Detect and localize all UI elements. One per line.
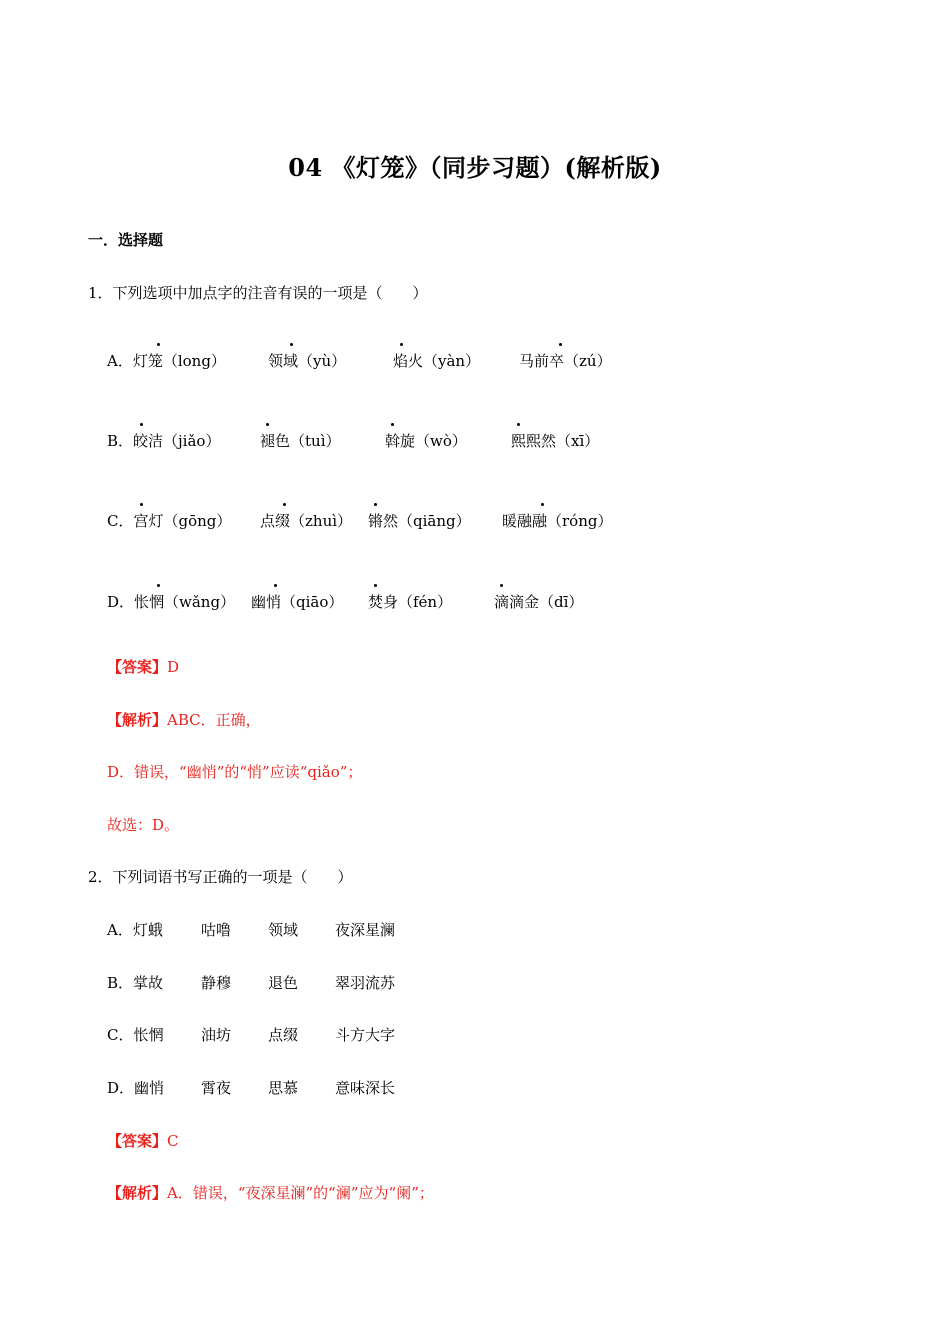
q1-option-c-item-3: 锵然（qiāng） [368, 512, 471, 530]
emphasis-dot [274, 584, 277, 587]
q2-option-a-item-4: 夜深星澜 [335, 921, 396, 939]
q2-option-b-item-4: 翠羽流苏 [335, 974, 396, 992]
q2-option-c-item-1: C．怅惘 [107, 1026, 164, 1044]
emphasis-dot [400, 343, 403, 346]
q2-option-b-item-1: B．掌故 [107, 974, 164, 992]
q1-option-d-item-2: 幽悄（qiāo） [251, 593, 344, 611]
analysis-text: A．错误，“夜深星澜”的“澜”应为“阑”； [167, 1184, 434, 1202]
question-1-stem: 1．下列选项中加点字的注音有误的一项是（ ） [88, 284, 428, 302]
q1-analysis-line-2: D．错误，“幽悄”的“悄”应读“qiǎo”； [107, 763, 363, 781]
emphasis-dot [157, 584, 160, 587]
emphasis-dot [541, 503, 544, 506]
q2-analysis-line-1 [107, 1183, 434, 1203]
q1-option-a-item-1: A．灯笼（long） [107, 352, 226, 370]
q1-answer [107, 657, 179, 677]
q2-option-d-item-3: 思慕 [268, 1079, 299, 1097]
q2-option-a-item-1: A．灯蛾 [107, 921, 163, 939]
q1-option-a-item-3: 焰火（yàn） [393, 352, 481, 370]
q2-option-c-item-4: 斗方大字 [335, 1026, 396, 1044]
answer-value: D [167, 658, 180, 676]
answer-value: C [167, 1132, 179, 1150]
q2-option-b-item-3: 退色 [268, 974, 299, 992]
page-title: 04 《灯笼》（同步习题）(解析版) [288, 153, 662, 182]
q1-option-c-item-4: 暖融融（róng） [502, 512, 613, 530]
emphasis-dot [559, 343, 562, 346]
emphasis-dot [157, 343, 160, 346]
emphasis-dot [140, 423, 143, 426]
emphasis-dot [290, 343, 293, 346]
q1-option-a-item-2: 领域（yù） [268, 352, 347, 370]
q1-option-b-item-2: 褪色（tuì） [260, 432, 341, 450]
q2-option-d-item-1: D．幽悄 [107, 1079, 165, 1097]
q1-option-b-item-3: 斡旋（wò） [385, 432, 467, 450]
q1-option-d-item-1: D．怅惘（wǎng） [107, 593, 236, 611]
q2-option-d-item-4: 意味深长 [335, 1079, 396, 1097]
emphasis-dot [500, 584, 503, 587]
q1-option-c-item-2: 点缀（zhuì） [260, 512, 353, 530]
section-heading: 一．选择题 [88, 231, 164, 249]
answer-label: 【答案】 [107, 1132, 168, 1150]
emphasis-dot [266, 423, 269, 426]
q2-option-a-item-3: 领域 [268, 921, 299, 939]
emphasis-dot [283, 503, 286, 506]
q2-answer [107, 1131, 179, 1151]
emphasis-dot [374, 584, 377, 587]
q2-option-c-item-3: 点缀 [268, 1026, 299, 1044]
q1-option-a-item-4: 马前卒（zú） [519, 352, 612, 370]
q1-analysis-line-1 [107, 710, 261, 730]
q2-option-a-item-2: 咕噜 [201, 921, 232, 939]
analysis-label: 【解析】 [107, 1184, 168, 1202]
q2-option-c-item-2: 油坊 [201, 1026, 232, 1044]
answer-label: 【答案】 [107, 658, 168, 676]
q1-analysis-line-3: 故选：D。 [107, 816, 180, 834]
q1-option-c-item-1: C．宫灯（gōng） [107, 512, 232, 530]
q2-option-d-item-2: 霄夜 [201, 1079, 232, 1097]
analysis-text: ABC．正确， [167, 711, 261, 729]
emphasis-dot [391, 423, 394, 426]
question-2-stem: 2．下列词语书写正确的一项是（ ） [88, 868, 353, 886]
q1-option-b-item-4: 熙熙然（xī） [511, 432, 600, 450]
emphasis-dot [517, 423, 520, 426]
q1-option-d-item-4: 滴滴金（dī） [494, 593, 584, 611]
emphasis-dot [140, 503, 143, 506]
q2-option-b-item-2: 静穆 [201, 974, 232, 992]
emphasis-dot [374, 503, 377, 506]
analysis-label: 【解析】 [107, 711, 168, 729]
q1-option-d-item-3: 焚身（fén） [368, 593, 453, 611]
q1-option-b-item-1: B．皎洁（jiǎo） [107, 432, 221, 450]
